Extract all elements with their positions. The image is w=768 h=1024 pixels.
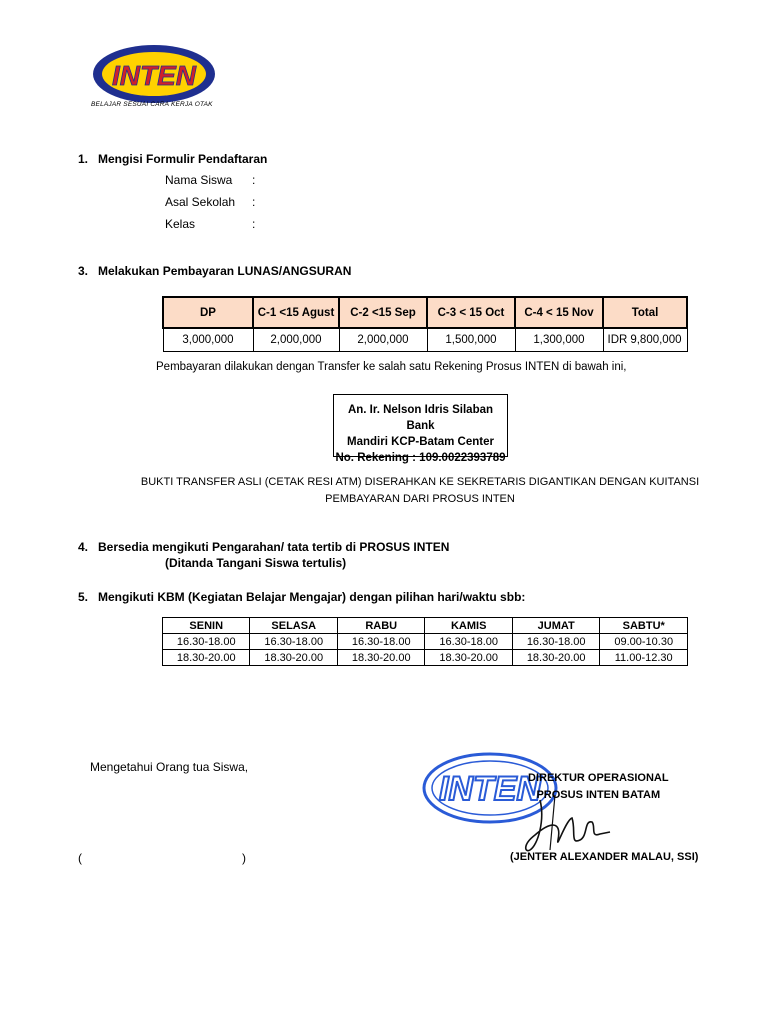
header-dp: DP — [163, 297, 253, 328]
transfer-note-line-1: BUKTI TRANSFER ASLI (CETAK RESI ATM) DISERAHKAN KE SEKRETARIS DIGANTIKAN DENGAN KUITANSI — [140, 476, 700, 488]
day-kamis: KAMIS — [425, 618, 512, 634]
field-nama-siswa: Nama Siswa : — [165, 173, 256, 187]
section-4-title: 4. Bersedia mengikuti Pengarahan/ tata tertib di PROSUS INTEN — [78, 540, 450, 554]
header-c3: C-3 < 15 Oct — [427, 297, 515, 328]
transfer-note — [120, 474, 720, 508]
schedule-slot-2-row — [163, 650, 688, 666]
section-5-title: 5. Mengikuti KBM (Kegiatan Belajar Mengajar) dengan pilihan hari/waktu sbb: — [78, 590, 526, 604]
logo-tagline: BELAJAR SESUAI CARA KERJA OTAK — [91, 101, 213, 108]
director-title — [528, 770, 669, 804]
slot-1-jumat: 16.30-18.00 — [512, 634, 599, 650]
slot-1-sabtu: 09.00-10.30 — [600, 634, 688, 650]
bank-line-1: An. Ir. Nelson Idris Silaban Bank — [347, 404, 494, 432]
header-total: Total — [603, 297, 687, 328]
director-title-line-1: DIREKTUR OPERASIONAL — [528, 772, 669, 784]
transfer-note-line-2: PEMBAYARAN DARI PROSUS INTEN — [325, 493, 515, 505]
payment-table-row — [163, 328, 687, 352]
field-kelas: Kelas : — [165, 217, 256, 231]
value-dp: 3,000,000 — [163, 328, 253, 352]
value-total — [603, 328, 687, 352]
parent-acknowledgement-label: Mengetahui Orang tua Siswa, — [90, 760, 249, 774]
logo-text: INTEN — [112, 60, 196, 91]
day-selasa: SELASA — [250, 618, 337, 634]
stamp-text: INTEN — [439, 770, 541, 808]
total-currency: IDR — [607, 334, 628, 346]
day-senin: SENIN — [163, 618, 250, 634]
value-c2: 2,000,000 — [339, 328, 427, 352]
section-1-title: 1. Mengisi Formulir Pendaftaran — [78, 152, 268, 166]
day-sabtu: SABTU* — [600, 618, 688, 634]
total-amount: 9,800,000 — [630, 334, 682, 346]
bank-line-3: No. Rekening : 109.0022393789 — [335, 452, 506, 464]
slot-1-selasa: 16.30-18.00 — [250, 634, 337, 650]
slot-2-kamis: 18.30-20.00 — [425, 650, 512, 666]
value-c3: 1,500,000 — [427, 328, 515, 352]
director-title-line-2: PROSUS INTEN BATAM — [536, 789, 661, 801]
section-4-subtitle: (Ditanda Tangani Siswa tertulis) — [165, 556, 347, 570]
section-3-title: 3. Melakukan Pembayaran LUNAS/ANGSURAN — [78, 264, 352, 278]
bank-line-2: Mandiri KCP-Batam Center — [347, 436, 494, 448]
payment-table — [162, 296, 688, 352]
slot-2-rabu: 18.30-20.00 — [337, 650, 424, 666]
slot-2-sabtu: 11.00-12.30 — [600, 650, 688, 666]
slot-1-senin: 16.30-18.00 — [163, 634, 250, 650]
day-jumat: JUMAT — [512, 618, 599, 634]
parent-signature-line: ( ) — [78, 851, 246, 865]
slot-1-rabu: 16.30-18.00 — [337, 634, 424, 650]
slot-2-selasa: 18.30-20.00 — [250, 650, 337, 666]
slot-2-jumat: 18.30-20.00 — [512, 650, 599, 666]
schedule-table — [162, 617, 688, 666]
slot-1-kamis: 16.30-18.00 — [425, 634, 512, 650]
slot-2-senin: 18.30-20.00 — [163, 650, 250, 666]
payment-note: Pembayaran dilakukan dengan Transfer ke salah satu Rekening Prosus INTEN di bawah ini, — [156, 361, 627, 373]
header-c4: C-4 < 15 Nov — [515, 297, 603, 328]
director-name: (JENTER ALEXANDER MALAU, SSI) — [510, 851, 699, 863]
schedule-slot-1-row — [163, 634, 688, 650]
header-c1: C-1 <15 Agust — [253, 297, 339, 328]
field-asal-sekolah: Asal Sekolah : — [165, 195, 256, 209]
value-c1: 2,000,000 — [253, 328, 339, 352]
payment-table-header — [163, 297, 687, 328]
schedule-header-row — [163, 618, 688, 634]
header-c2: C-2 <15 Sep — [339, 297, 427, 328]
day-rabu: RABU — [337, 618, 424, 634]
value-c4: 1,300,000 — [515, 328, 603, 352]
bank-account-box — [333, 394, 508, 464]
